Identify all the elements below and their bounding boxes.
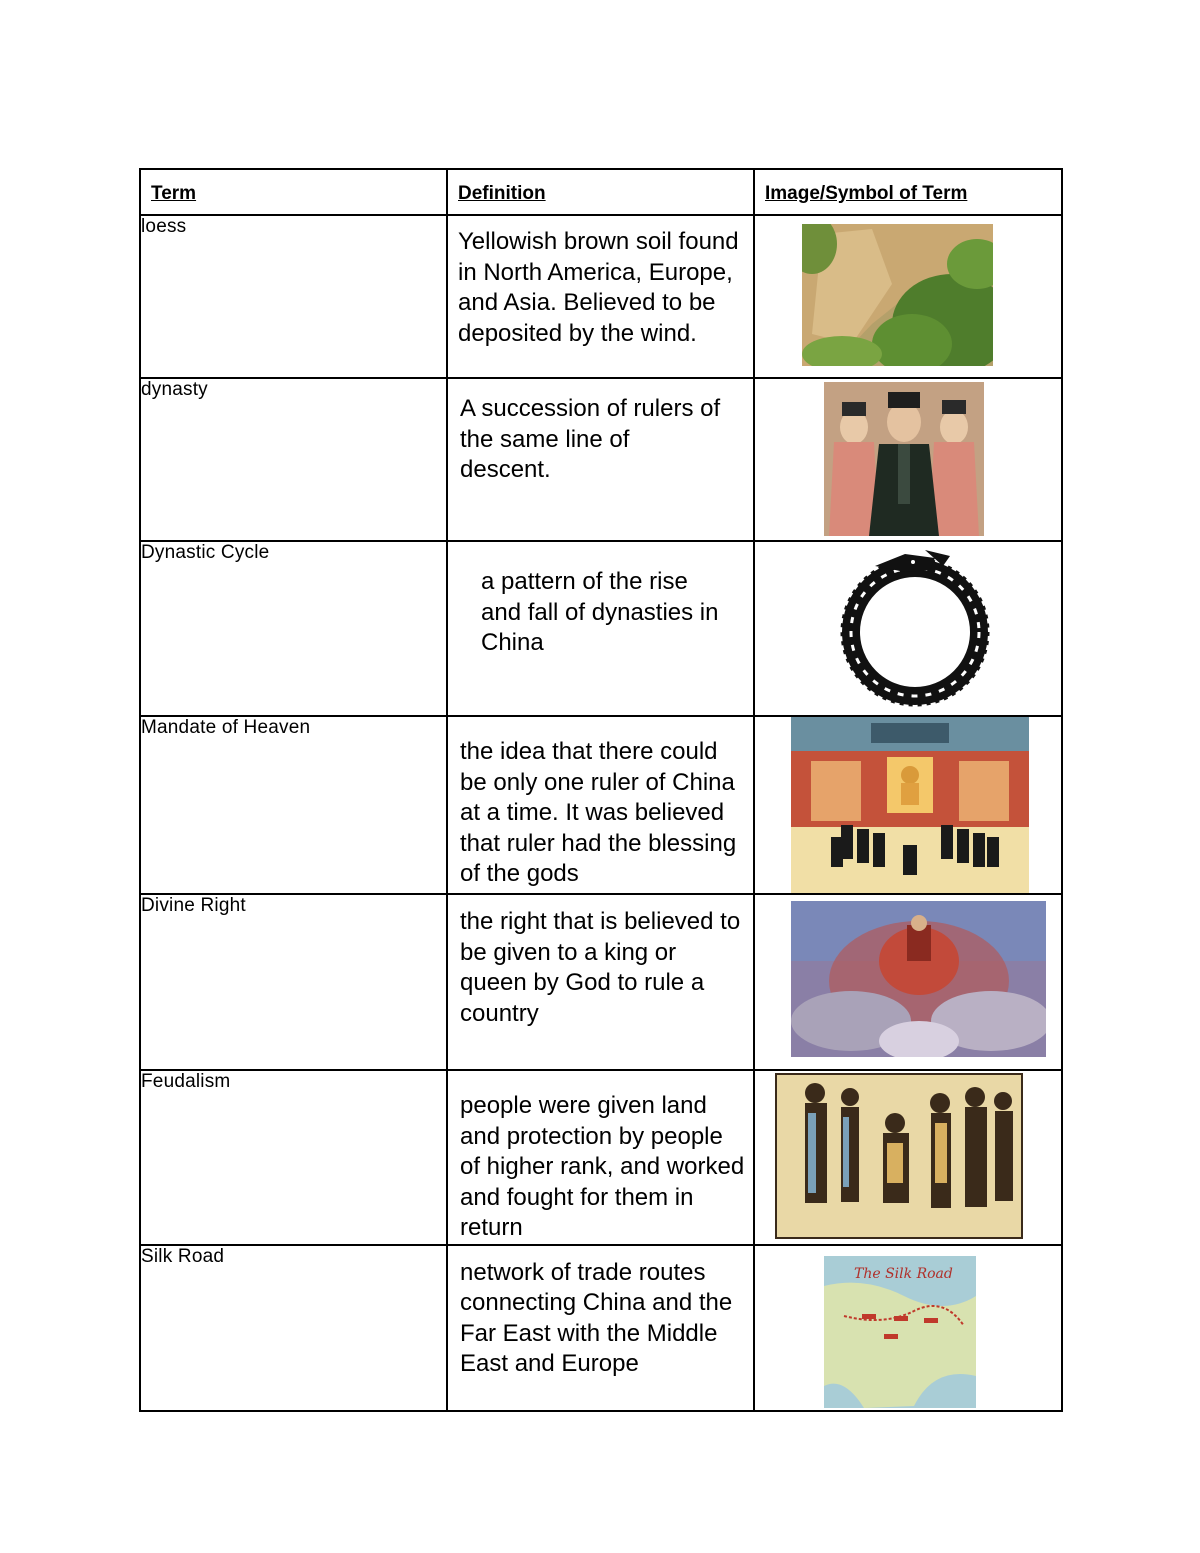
- loess-cliff-image: [802, 224, 993, 366]
- term-cell: Divine Right: [140, 894, 447, 1070]
- image-cell: [754, 716, 1062, 894]
- term-cell: loess: [140, 215, 447, 378]
- header-term: Term: [140, 169, 447, 215]
- table-row: [140, 541, 1062, 716]
- image-cell: [754, 378, 1062, 541]
- dragon-circle-image: [835, 546, 995, 708]
- table-row: [140, 378, 1062, 541]
- term-cell: Silk Road: [140, 1245, 447, 1411]
- definition-cell: network of trade routes connecting China and the Far East with the Middle East and Europe: [447, 1245, 754, 1411]
- table-header-row: [140, 169, 1062, 215]
- image-cell: [754, 1070, 1062, 1245]
- silk-road-map-image: [824, 1256, 976, 1408]
- emperor-portrait-image: [824, 382, 984, 536]
- image-cell: [754, 215, 1062, 378]
- feudal-woodcut-image: [775, 1073, 1023, 1239]
- term-cell: Feudalism: [140, 1070, 447, 1245]
- definition-cell: Yellowish brown soil found in North America, Europe, and Asia. Believed to be deposited by the wind.: [447, 215, 754, 378]
- map-title-text: The Silk Road: [854, 1265, 953, 1282]
- image-cell: [754, 541, 1062, 716]
- table-row: [140, 894, 1062, 1070]
- term-cell: Mandate of Heaven: [140, 716, 447, 894]
- image-cell: [754, 894, 1062, 1070]
- imperial-court-image: [791, 717, 1029, 893]
- definition-cell: the right that is believed to be given to a king or queen by God to rule a country: [447, 894, 754, 1070]
- definition-cell: people were given land and protection by people of higher rank, and worked and fought for them in return: [447, 1070, 754, 1245]
- header-image: Image/Symbol of Term: [754, 169, 1062, 215]
- divine-king-image: [791, 901, 1046, 1057]
- definition-cell: A succession of rulers of the same line of descent.: [447, 378, 754, 541]
- table-row: [140, 716, 1062, 894]
- definition-cell: the idea that there could be only one ruler of China at a time. It was believed that ruler had the blessing of the gods: [447, 716, 754, 894]
- table-row: [140, 1245, 1062, 1411]
- vocabulary-table: [139, 168, 1063, 1412]
- table-row: [140, 215, 1062, 378]
- header-definition: Definition: [447, 169, 754, 215]
- term-cell: Dynastic Cycle: [140, 541, 447, 716]
- definition-cell: a pattern of the rise and fall of dynasties in China: [447, 541, 754, 716]
- table-row: [140, 1070, 1062, 1245]
- term-cell: dynasty: [140, 378, 447, 541]
- image-cell: [754, 1245, 1062, 1411]
